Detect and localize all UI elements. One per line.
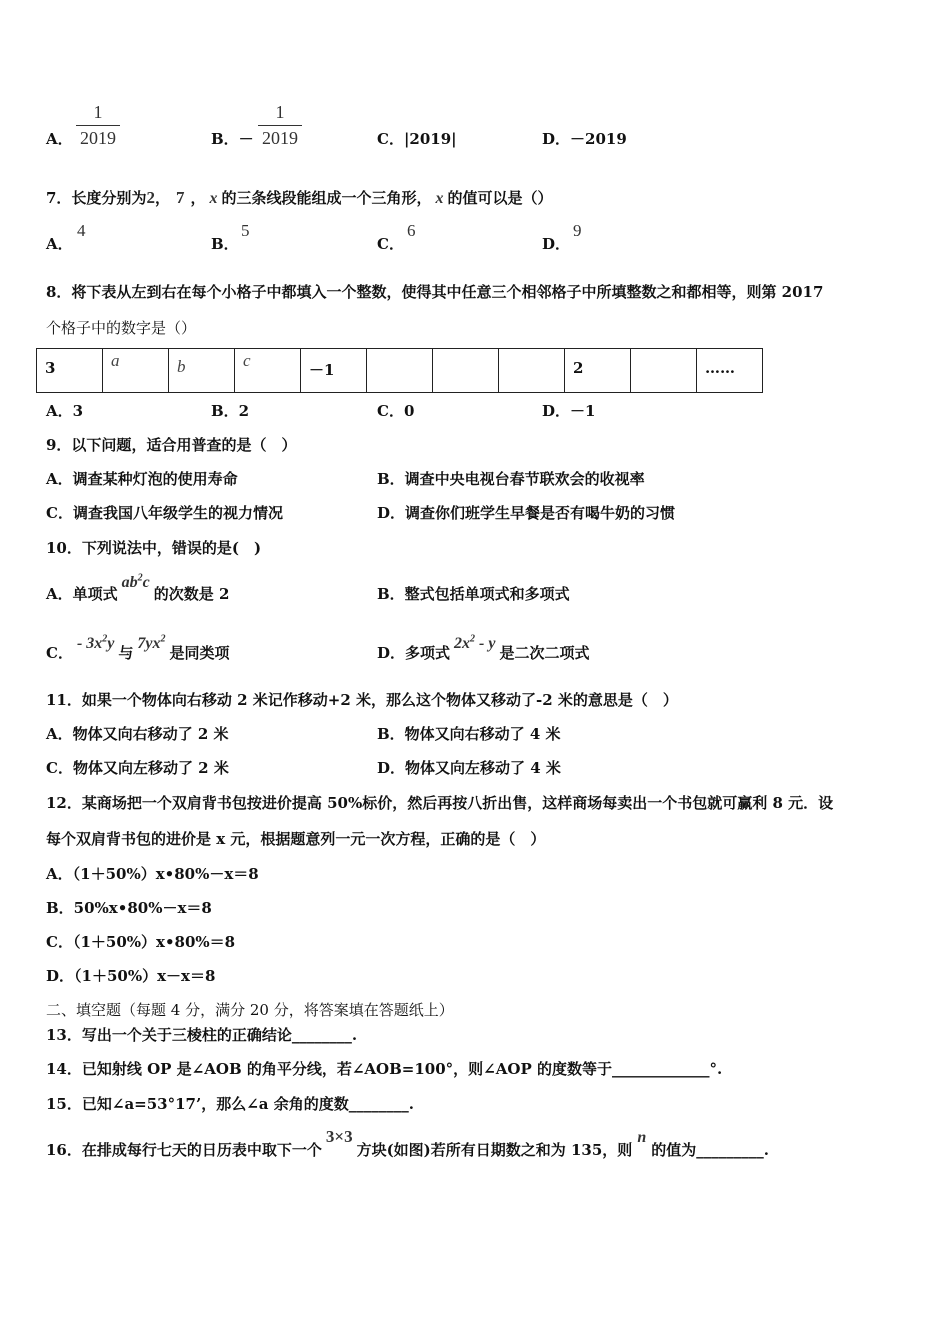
q8-cell-2: a — [103, 349, 169, 393]
q16: 16．在排成每行七天的日历表中取下一个3×3方块(如图)若所有日期数之和为 135，则n的值为_________. — [46, 1127, 769, 1159]
q8-cell-8 — [499, 349, 565, 393]
q7-option-b-value: 5 — [241, 221, 250, 240]
q16-var: n — [637, 1129, 647, 1146]
q7-stem-post: 的值可以是（） — [447, 189, 553, 207]
q7-stem-pre: 7．长度分别为 — [46, 189, 147, 207]
q8-option-a: A．3 — [46, 402, 84, 420]
q8-cell-3: b — [169, 349, 235, 393]
q10-option-b: B．整式包括单项式和多项式 — [377, 585, 570, 603]
q11-option-b: B．物体又向右移动了 4 米 — [377, 725, 561, 743]
q6-a-denominator: 2019 — [80, 128, 116, 148]
q6-b-numerator: 1 — [275, 102, 285, 122]
q8-cell-4: c — [235, 349, 301, 393]
q7-option-c-label: C． — [377, 235, 404, 253]
q8-cell-5: －1 — [301, 349, 367, 393]
q6-option-a-fraction — [76, 101, 120, 148]
q10-c-expression-1: - $3x^2y$ — [76, 633, 115, 652]
q9-option-a: A．调查某种灯泡的使用寿命 — [46, 470, 238, 488]
q10-option-a: A．单项式$ab^2c$的次数是 2 — [46, 572, 230, 603]
q8-cell-6 — [367, 349, 433, 393]
q7-value-2: 7 — [175, 188, 185, 207]
q8-option-c: C．0 — [377, 402, 415, 420]
q9-option-b: B．调查中央电视台春节联欢会的收视率 — [377, 470, 645, 488]
q9-option-c: C．调查我国八年级学生的视力情况 — [46, 504, 283, 522]
q7-value-1: 2 — [146, 188, 155, 207]
q8-cell-1: 3 — [37, 349, 103, 393]
q10-a-expression: $ab^2c$ — [121, 572, 150, 591]
q12-option-d: D．（1＋50%）x－x＝8 — [46, 967, 216, 985]
q12-option-c: C．（1＋50%）x•80%＝8 — [46, 933, 236, 951]
q8-option-b: B．2 — [211, 402, 250, 420]
q9-stem: 9．以下问题，适合用普查的是（ ） — [46, 436, 297, 454]
q7-var: x — [209, 190, 218, 207]
q7-stem: 7．长度分别为2， 7 ， x 的三条线段能组成一个三角形， x 的值可以是（） — [46, 188, 553, 207]
q11-option-d: D．物体又向左移动了 4 米 — [377, 759, 561, 777]
q13: 13．写出一个关于三棱柱的正确结论________. — [46, 1026, 358, 1044]
q7-var-2: x — [435, 190, 444, 207]
q10-stem: 10．下列说法中，错误的是( ) — [46, 539, 262, 557]
section-2-heading: 二、填空题（每题 4 分，满分 20 分，将答案填在答题纸上） — [46, 1001, 454, 1019]
q9-option-d: D．调查你们班学生早餐是否有喝牛奶的习惯 — [377, 504, 676, 522]
q8-number-grid — [36, 348, 763, 393]
q6-option-b-fraction — [258, 101, 302, 148]
q8-option-d: D．－1 — [542, 402, 596, 420]
q8-cell-9: 2 — [565, 349, 631, 393]
q10-option-c: C．- $3x^2y$与$7yx^2$是同类项 — [46, 633, 230, 662]
q10-d-expression: $2x^2$ - y — [454, 633, 496, 652]
q16-expression: 3×3 — [325, 1127, 353, 1146]
q8-cell-10 — [631, 349, 697, 393]
q11-stem: 11．如果一个物体向右移动 2 米记作移动+2 米，那么这个物体又移动了-2 米的意思是（ ） — [46, 691, 678, 709]
q7-stem-mid: 的三条线段能组成一个三角形， — [221, 189, 432, 207]
q6-option-c: C．|2019| — [377, 130, 457, 148]
q7-option-d-label: D． — [542, 235, 571, 253]
q7-option-a-label: A． — [46, 235, 73, 253]
q6-option-a-label: A． — [46, 130, 73, 148]
q7-option-b-label: B． — [211, 235, 239, 253]
q12-option-a: A．（1＋50%）x•80%－x＝8 — [46, 865, 259, 883]
q6-option-b-label: B．－ — [211, 130, 254, 148]
q6-b-denominator: 2019 — [262, 128, 298, 148]
q10-option-d: D．多项式$2x^2$ - y是二次二项式 — [377, 633, 590, 662]
q7-option-c-value: 6 — [407, 221, 416, 240]
q8-cell-7 — [433, 349, 499, 393]
q12-option-b: B．50%x•80%－x＝8 — [46, 899, 212, 917]
q15: 15．已知∠a=53°17’，那么∠a 余角的度数________. — [46, 1095, 414, 1113]
q14: 14．已知射线 OP 是∠AOB 的角平分线，若∠AOB=100°，则∠AOP 的度数等于_____________°. — [46, 1060, 723, 1078]
q10-c-expression-2: $7yx^2$ — [137, 633, 166, 652]
q12-stem-line2: 每个双肩背书包的进价是 x 元，根据题意列一元一次方程，正确的是（ ） — [46, 830, 546, 848]
q7-option-d-value: 9 — [573, 221, 582, 240]
q8-stem-line2: 个格子中的数字是（） — [46, 319, 197, 337]
q7-option-a-value: 4 — [77, 221, 86, 240]
q6-option-d: D．－2019 — [542, 130, 627, 148]
q11-option-c: C．物体又向左移动了 2 米 — [46, 759, 229, 777]
q8-stem-line1: 8．将下表从左到右在每个小格子中都填入一个整数，使得其中任意三个相邻格子中所填整数之和都相等，则第 2017 — [46, 283, 824, 301]
q6-a-numerator: 1 — [93, 102, 103, 122]
q8-cell-11: …… — [697, 349, 763, 393]
q12-stem-line1: 12．某商场把一个双肩背书包按进价提高 50%标价，然后再按八折出售，这样商场每卖出一个书包就可赢利 8 元．设 — [46, 794, 834, 812]
q11-option-a: A．物体又向右移动了 2 米 — [46, 725, 229, 743]
